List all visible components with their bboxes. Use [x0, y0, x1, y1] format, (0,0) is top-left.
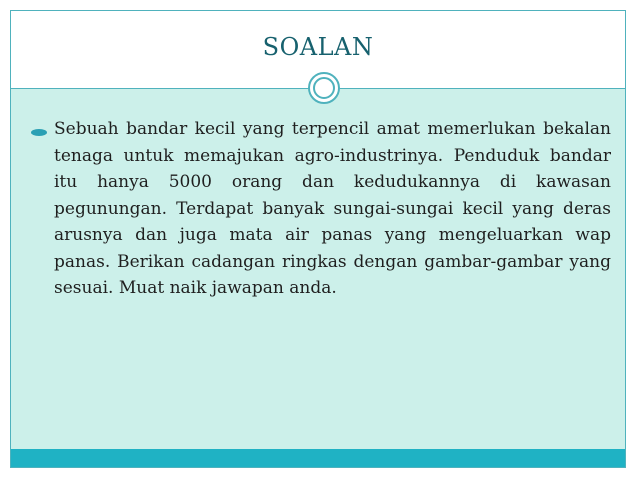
divider-inner-ring [313, 77, 335, 99]
slide-title: SOALAN [262, 33, 374, 61]
divider-circle-icon [308, 72, 340, 104]
content-body [29, 116, 611, 302]
bullet-icon [31, 129, 47, 136]
bullet-text: Sebuah bandar kecil yang terpencil amat memerlukan bekalan tenaga untuk memajukan agro-industrinya. Penduduk bandar itu hanya 5000 orang dan kedudukannya di kawasan pegunungan. Terdapat banyak sungai-sungai kecil yang deras arusnya dan juga mata air panas yang mengeluarkan wap panas. Berikan cadangan ringkas dengan gambar-gambar yang sesuai. Muat naik jawapan anda. [54, 119, 611, 298]
slide-frame [10, 10, 626, 468]
bullet-item [29, 116, 611, 302]
footer-bar [11, 449, 625, 467]
